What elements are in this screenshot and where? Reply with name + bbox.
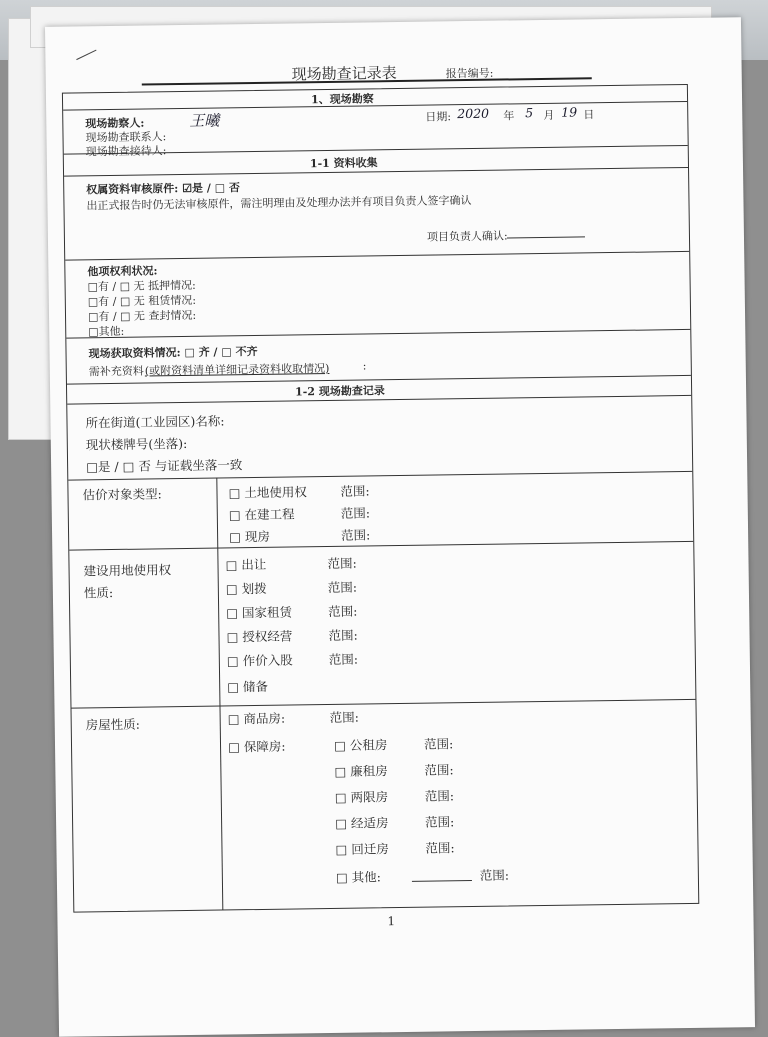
valuation-type-construction: □ 在建工程: [228, 506, 295, 523]
affordable-relocation: □ 回迁房: [335, 841, 389, 857]
house-nature-label: 房屋性质:: [85, 716, 141, 733]
section-heading: 1-2 现场勘查记录: [295, 384, 385, 399]
valuation-type-existing: □ 现房: [229, 528, 271, 545]
pm-confirm-label: 项目负责人确认:: [426, 229, 508, 244]
land-use-allocation: □ 划拨: [225, 580, 267, 597]
ownership-review: 权属资料审核原件: ☑是 / □ 否: [86, 181, 240, 197]
land-use-transfer: □ 出让: [225, 556, 267, 573]
house-commercial: □ 商品房:: [227, 710, 286, 727]
page-number: 1: [387, 914, 396, 929]
house-affordable: □ 保障房:: [227, 738, 286, 755]
house-other: □ 其他:: [335, 869, 381, 885]
date-label: 日期:: [425, 110, 452, 124]
receiver-label: 现场勘查接待人:: [85, 144, 167, 159]
street-label: 所在街道(工业园区)名称:: [85, 413, 225, 431]
supplement-label: 需补充资料: [88, 364, 144, 379]
range-label: 范围:: [327, 579, 358, 596]
land-use-reserve: □ 储备: [227, 678, 269, 695]
affordable-low-rent: □ 廉租房: [334, 763, 388, 779]
land-use-state-lease: □ 国家租赁: [226, 604, 293, 621]
range-label: 范围:: [341, 527, 371, 543]
supplement-note: (或附资料清单详细记录资料收取情况): [144, 361, 330, 378]
land-use-authorized: □ 授权经营: [226, 628, 293, 645]
lease-row: □有 / □ 无 租赁情况:: [87, 293, 197, 309]
surveyor-label: 现场勘察人:: [85, 116, 145, 131]
location-consistent: □是 / □ 否 与证载坐落一致: [86, 457, 243, 475]
surveyor-signature: 王曦: [189, 111, 220, 130]
date-year: 2020: [457, 105, 490, 122]
mortgage-row: □有 / □ 无 抵押情况:: [87, 278, 196, 294]
valuation-type-land: □ 土地使用权: [228, 484, 307, 501]
pen-mark: [76, 50, 96, 60]
land-use-capital: □ 作价入股: [226, 652, 293, 669]
affordable-public-rental: □ 公租房: [333, 737, 388, 753]
signature-line: [507, 236, 585, 238]
range-label: 范围:: [340, 505, 371, 521]
column-divider: [216, 478, 223, 910]
other-rights-label: 他项权利状况:: [87, 264, 158, 279]
divider: [65, 251, 689, 261]
range-label: 范围:: [328, 627, 358, 644]
divider: [71, 699, 695, 709]
section-heading: 1、现场勘察: [310, 92, 374, 107]
month-unit: 月: [543, 108, 555, 122]
land-use-label: 建设用地使用权: [83, 562, 172, 579]
range-label: 范围:: [329, 709, 359, 726]
divider: [69, 541, 693, 551]
form-title: 现场勘查记录表: [291, 64, 397, 84]
report-number-label: 报告编号:: [445, 66, 494, 81]
range-label: 范围:: [425, 840, 455, 856]
onsite-materials: 现场获取资料情况: □ 齐 / □ 不齐: [88, 344, 258, 361]
contact-label: 现场勘查联系人:: [85, 130, 167, 145]
divider: [66, 329, 690, 339]
day-unit: 日: [583, 108, 595, 122]
form-page: [45, 17, 755, 1037]
other-blank-line: [412, 880, 472, 882]
range-label: 范围:: [424, 762, 454, 778]
range-label: 范围:: [327, 555, 357, 572]
range-label: 范围:: [423, 736, 454, 752]
ownership-note: 出正式报告时仍无法审核原件，需注明理由及处理办法并有项目负责人签字确认: [86, 193, 472, 213]
date-day: 19: [561, 104, 578, 120]
range-label: 范围:: [328, 651, 359, 668]
other-row: □其他:: [88, 324, 125, 339]
range-label: 范围:: [328, 603, 358, 620]
section-heading: 1-1 资料收集: [309, 156, 378, 171]
year-unit: 年: [503, 109, 515, 123]
range-label: 范围:: [424, 788, 455, 804]
date-month: 5: [525, 105, 534, 121]
range-label: 范围:: [340, 483, 370, 499]
supplement-colon: :: [362, 359, 367, 373]
range-label: 范围:: [479, 867, 510, 883]
building-number-label: 现状楼牌号(坐落):: [85, 435, 188, 453]
range-label: 范围:: [425, 814, 455, 830]
form-table: [62, 84, 699, 913]
affordable-price-limited: □ 两限房: [334, 789, 389, 805]
valuation-type-label: 估价对象类型:: [82, 486, 162, 503]
land-use-label-2: 性质:: [83, 585, 114, 601]
affordable-economic: □ 经适房: [335, 815, 389, 831]
seizure-row: □有 / □ 无 查封情况:: [87, 308, 197, 324]
